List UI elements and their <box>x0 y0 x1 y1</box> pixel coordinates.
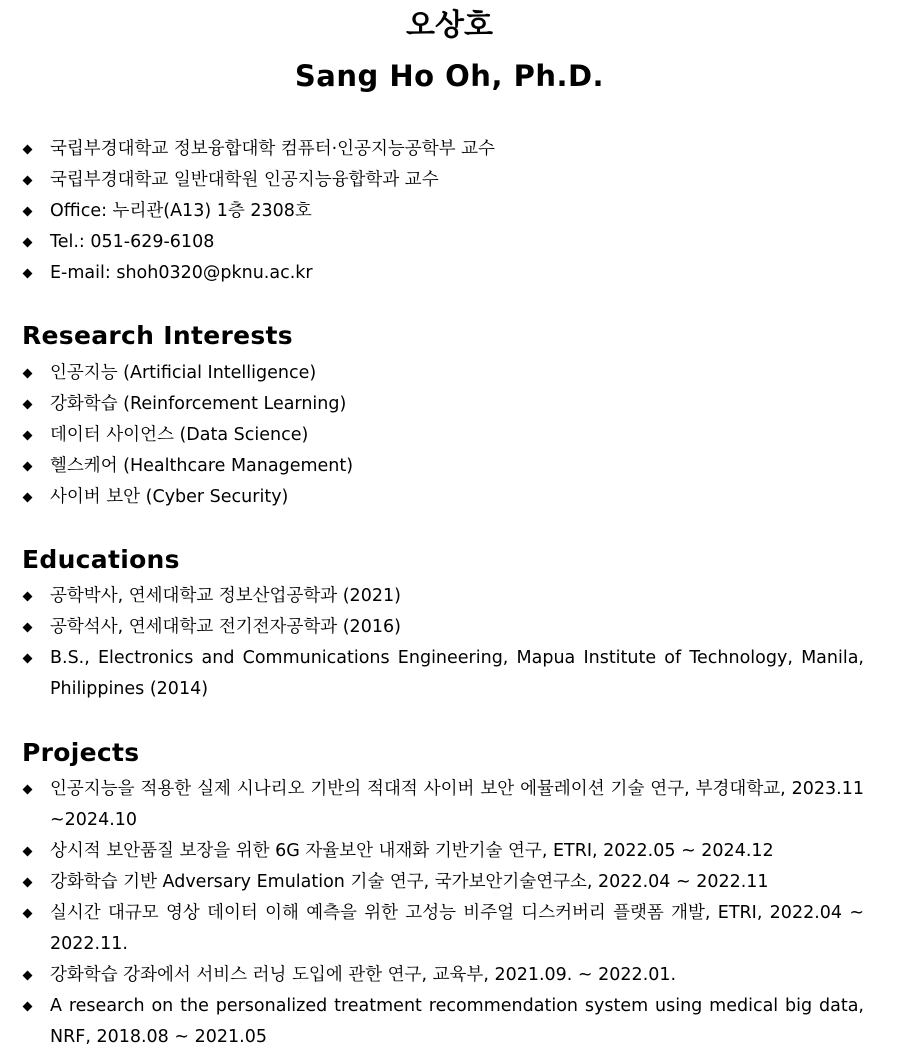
list-item: 국립부경대학교 일반대학원 인공지능융합학과 교수 <box>0 165 899 196</box>
educations-list <box>0 581 899 705</box>
projects-heading: Projects <box>22 738 140 767</box>
bullet-icon <box>23 176 33 186</box>
bullet-icon <box>23 654 33 664</box>
list-item: 사이버 보안 (Cyber Security) <box>0 482 899 513</box>
list-item: A research on the personalized treatment recommendation system using medical big data, NRF, 2018.08 ~ 2021.05 <box>0 991 899 1053</box>
bullet-icon <box>23 1002 33 1012</box>
list-item: 데이터 사이언스 (Data Science) <box>0 420 899 451</box>
educations-heading: Educations <box>22 545 180 574</box>
bullet-icon <box>23 400 33 410</box>
list-item: 공학석사, 연세대학교 전기전자공학과 (2016) <box>0 612 899 643</box>
bullet-icon <box>23 207 33 217</box>
list-item: 강화학습 (Reinforcement Learning) <box>0 389 899 420</box>
bullet-icon <box>23 909 33 919</box>
list-item: B.S., Electronics and Communications Engineering, Mapua Institute of Technology, Manila, Philippines (2014) <box>0 643 899 705</box>
bullet-icon <box>23 623 33 633</box>
bullet-icon <box>23 592 33 602</box>
email-item: E-mail: shoh0320@pknu.ac.kr <box>0 258 899 289</box>
bullet-icon <box>23 145 33 155</box>
bullet-icon <box>23 269 33 279</box>
list-item: 상시적 보안품질 보장을 위한 6G 자율보안 내재화 기반기술 연구, ETRI, 2022.05 ~ 2024.12 <box>0 836 899 867</box>
research-interests-heading: Research Interests <box>22 321 293 350</box>
list-item: Tel.: 051-629-6108 <box>0 227 899 258</box>
profile-list <box>0 134 899 289</box>
list-item: 실시간 대규모 영상 데이터 이해 예측을 위한 고성능 비주얼 디스커버리 플랫폼 개발, ETRI, 2022.04 ~ 2022.11. <box>0 898 899 960</box>
bullet-icon <box>23 493 33 503</box>
name-korean: 오상호 <box>406 8 493 43</box>
list-item: 헬스케어 (Healthcare Management) <box>0 451 899 482</box>
bullet-icon <box>23 971 33 981</box>
bullet-icon <box>23 878 33 888</box>
bullet-icon <box>23 462 33 472</box>
list-item: 인공지능 (Artificial Intelligence) <box>0 358 899 389</box>
list-item: 강화학습 강좌에서 서비스 러닝 도입에 관한 연구, 교육부, 2021.09. ~ 2022.01. <box>0 960 899 991</box>
name-english: Sang Ho Oh, Ph.D. <box>294 59 605 93</box>
research-interests-list <box>0 358 899 513</box>
list-item: Office: 누리관(A13) 1층 2308호 <box>0 196 899 227</box>
bullet-icon <box>23 431 33 441</box>
list-item: 인공지능을 적용한 실제 시나리오 기반의 적대적 사이버 보안 에뮬레이션 기술 연구, 부경대학교, 2023.11 ~2024.10 <box>0 774 899 836</box>
list-item: 국립부경대학교 정보융합대학 컴퓨터·인공지능공학부 교수 <box>0 134 899 165</box>
bullet-icon <box>23 238 33 248</box>
list-item: 공학박사, 연세대학교 정보산업공학과 (2021) <box>0 581 899 612</box>
bullet-icon <box>23 785 33 795</box>
bullet-icon <box>23 369 33 379</box>
bullet-icon <box>23 847 33 857</box>
list-item: 강화학습 기반 Adversary Emulation 기술 연구, 국가보안기술연구소, 2022.04 ~ 2022.11 <box>0 867 899 898</box>
projects-list <box>0 774 899 1053</box>
